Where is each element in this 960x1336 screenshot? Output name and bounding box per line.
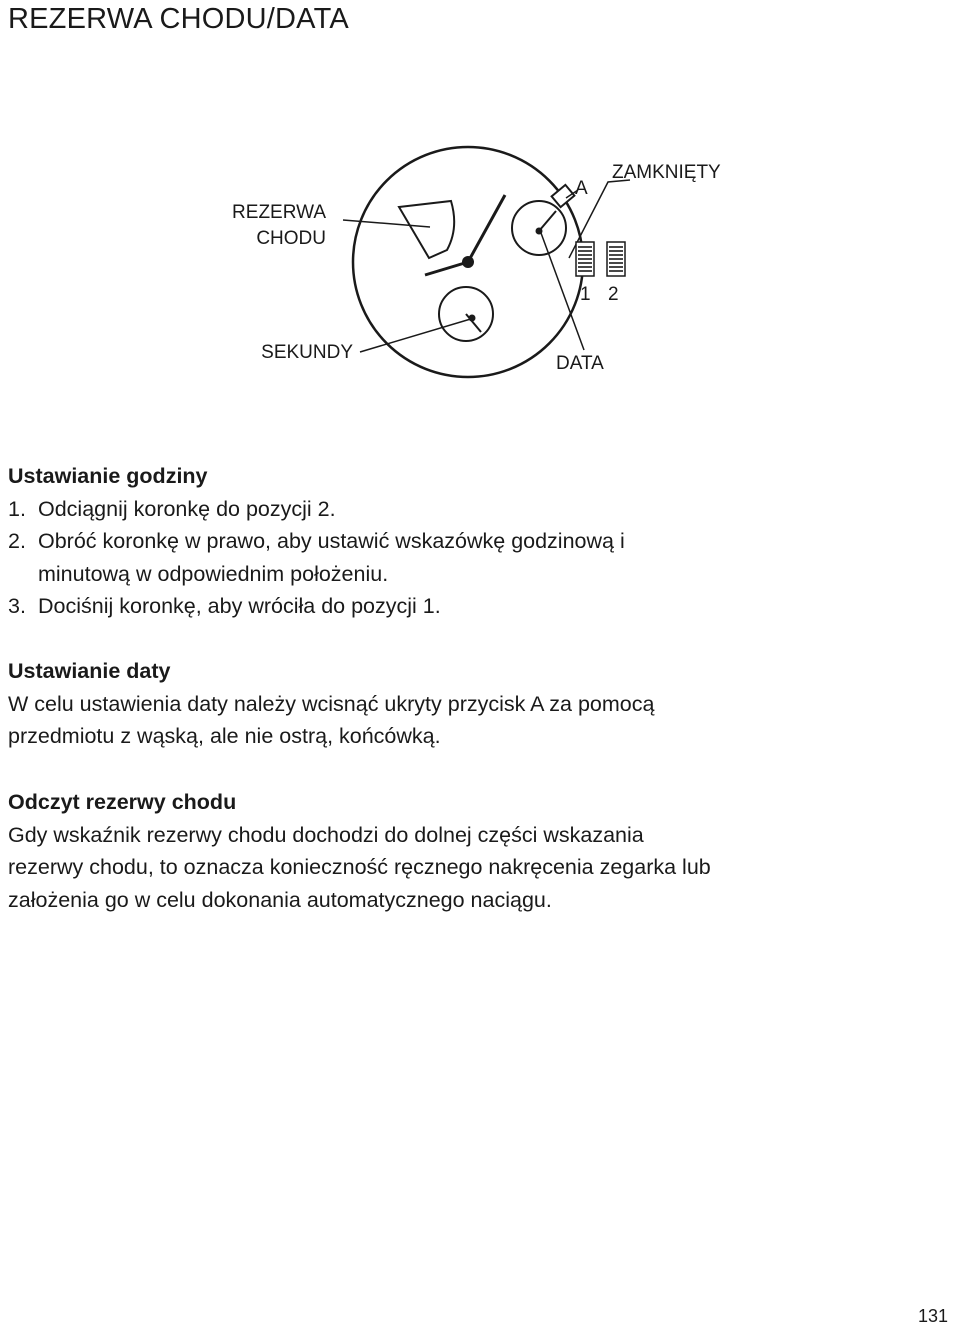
power-reserve-reading-section [8, 786, 948, 916]
power-reserve-leader [343, 220, 430, 227]
hour-hand [468, 195, 505, 262]
watch-diagram [0, 0, 960, 420]
page-number: 131 [917, 1306, 948, 1326]
label-seconds: SEKUNDY [261, 342, 353, 363]
power-reserve-reading-heading: Odczyt rezerwy chodu [8, 790, 237, 814]
label-crown-position-2: 2 [608, 284, 619, 305]
step-number: 3. [8, 594, 26, 618]
minute-hand [425, 262, 468, 275]
paragraph-line: rezerwy chodu, to oznacza konieczność ręcznego nakręcenia zegarka lub [8, 855, 711, 879]
time-setting-step [8, 525, 948, 590]
label-power-reserve-1: REZERWA [232, 202, 326, 223]
date-setting-section [8, 655, 948, 753]
time-setting-step [8, 493, 948, 526]
center-pin [462, 256, 474, 268]
date-hand [539, 211, 556, 231]
crown-position-1-icon [576, 242, 594, 276]
time-setting-step [8, 590, 948, 623]
time-setting-section [8, 460, 948, 623]
crown-position-2-icon [607, 242, 625, 276]
label-date: DATA [556, 353, 604, 374]
date-setting-heading: Ustawianie daty [8, 659, 171, 683]
time-setting-heading: Ustawianie godziny [8, 464, 208, 488]
label-power-reserve-2: CHODU [256, 228, 326, 249]
label-button-a: A [575, 178, 588, 199]
seconds-leader [360, 318, 474, 352]
paragraph-line: przedmiotu z wąską, ale nie ostrą, końcówką. [8, 724, 441, 748]
power-reserve-indicator [399, 201, 454, 258]
step-number: 2. [8, 529, 26, 553]
paragraph-line: W celu ustawienia daty należy wcisnąć ukryty przycisk A za pomocą [8, 691, 655, 716]
step-text: Dociśnij koronkę, aby wróciła do pozycji 1. [38, 594, 441, 618]
step-text: Odciągnij koronkę do pozycji 2. [38, 496, 336, 521]
step-text [38, 525, 948, 590]
paragraph-line: Gdy wskaźnik rezerwy chodu dochodzi do dolnej części wskazania [8, 822, 644, 847]
step-text-line: Obróć koronkę w prawo, aby ustawić wskazówkę godzinową i [38, 529, 625, 553]
seconds-subdial-pin [469, 315, 476, 322]
label-closed: ZAMKNIĘTY [612, 162, 721, 183]
step-text-line: minutową w odpowiednim położeniu. [38, 561, 389, 586]
paragraph-line: założenia go w celu dokonania automatycznego naciągu. [8, 887, 552, 912]
step-number: 1. [8, 496, 26, 521]
page-title: REZERWA CHODU/DATA [8, 3, 349, 35]
label-crown-position-1: 1 [580, 284, 591, 305]
